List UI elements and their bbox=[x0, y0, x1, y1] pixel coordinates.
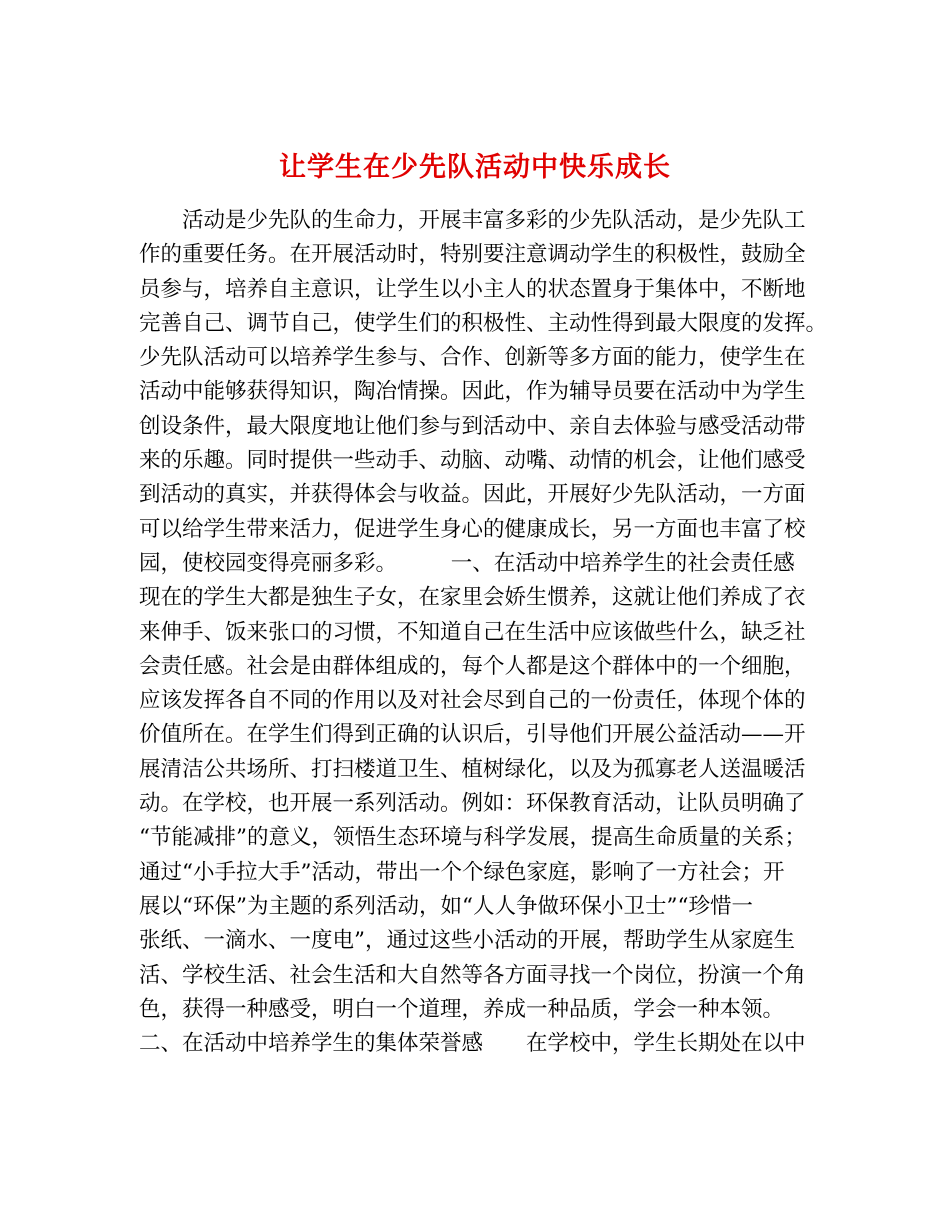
body-line: 完善自己、调节自己，使学生们的积极性、主动性得到最大限度的发挥。 bbox=[139, 310, 828, 336]
document-title: 让学生在少先队活动中快乐成长 bbox=[279, 152, 671, 184]
body-line: 来伸手、饭来张口的习惯，不知道自己在生活中应该做些什么，缺乏社 bbox=[139, 619, 806, 645]
body-line: 色，获得一种感受，明白一个道理，养成一种品质，学会一种本领。 bbox=[139, 996, 785, 1022]
body-line: 通过“小手拉大手”活动，带出一个个绿色家庭，影响了一方社会；开 bbox=[139, 859, 785, 885]
body-line: 应该发挥各自不同的作用以及对社会尽到自己的一份责任，体现个体的 bbox=[139, 688, 806, 714]
body-line: 二、在活动中培养学生的集体荣誉感 在学校中，学生长期处在以中 bbox=[139, 1031, 806, 1057]
body-line: 张纸、一滴水、一度电”，通过这些小活动的开展，帮助学生从家庭生 bbox=[139, 928, 795, 954]
body-line: 创设条件，最大限度地让他们参与到活动中、亲自去体验与感受活动带 bbox=[139, 413, 806, 439]
body-line: 展清洁公共场所、打扫楼道卫生、植树绿化，以及为孤寡老人送温暖活 bbox=[139, 756, 806, 782]
body-line: 作的重要任务。在开展活动时，特别要注意调动学生的积极性，鼓励全 bbox=[139, 242, 806, 268]
body-line: 展以“环保”为主题的系列活动，如“人人争做环保小卫士”“珍惜一 bbox=[139, 893, 753, 919]
body-line: 会责任感。社会是由群体组成的，每个人都是这个群体中的一个细胞， bbox=[139, 653, 806, 679]
body-line: 可以给学生带来活力，促进学生身心的健康成长，另一方面也丰富了校 bbox=[139, 516, 806, 542]
body-line: 价值所在。在学生们得到正确的认识后，引导他们开展公益活动——开 bbox=[139, 722, 806, 748]
document-body bbox=[139, 204, 829, 1061]
body-line: 现在的学生大都是独生子女，在家里会娇生惯养，这就让他们养成了衣 bbox=[139, 585, 806, 611]
body-line: 来的乐趣。同时提供一些动手、动脑、动嘴、动情的机会，让他们感受 bbox=[139, 448, 806, 474]
body-line: 动。在学校，也开展一系列活动。例如：环保教育活动，让队员明确了 bbox=[139, 791, 806, 817]
body-line: “节能减排”的意义，领悟生态环境与科学发展，提高生命质量的关系； bbox=[139, 825, 806, 851]
body-line: 活动中能够获得知识，陶冶情操。因此，作为辅导员要在活动中为学生 bbox=[139, 379, 806, 405]
body-line: 到活动的真实，并获得体会与收益。因此，开展好少先队活动，一方面 bbox=[139, 482, 806, 508]
body-line: 活、学校生活、社会生活和大自然等各方面寻找一个岗位，扮演一个角 bbox=[139, 962, 806, 988]
body-line: 员参与，培养自主意识，让学生以小主人的状态置身于集体中，不断地 bbox=[139, 276, 806, 302]
body-line: 活动是少先队的生命力，开展丰富多彩的少先队活动，是少先队工 bbox=[139, 208, 806, 233]
body-line: 少先队活动可以培养学生参与、合作、创新等多方面的能力，使学生在 bbox=[139, 345, 806, 371]
body-line: 园，使校园变得亮丽多彩。 一、在活动中培养学生的社会责任感 bbox=[139, 550, 795, 576]
